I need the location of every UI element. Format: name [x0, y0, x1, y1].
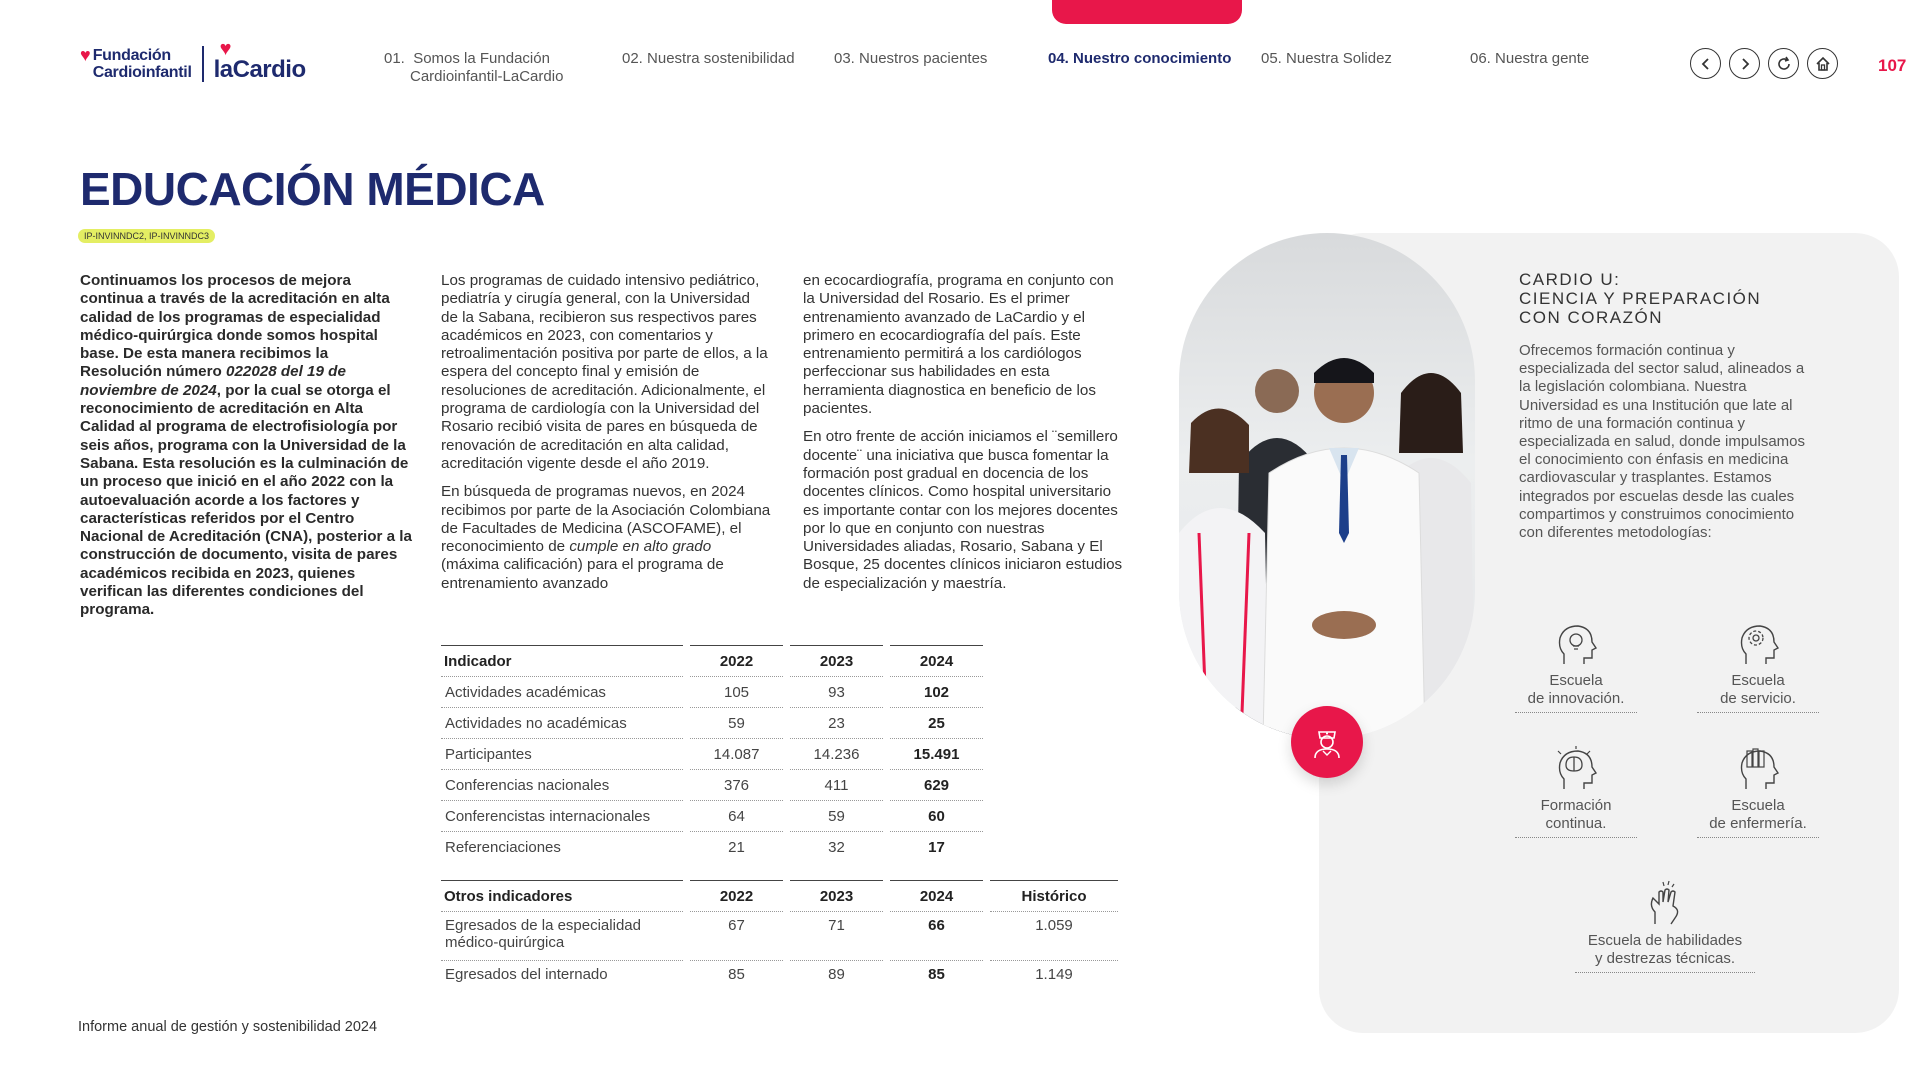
table-header: 2024 [890, 880, 983, 912]
nav-num: 06. [1470, 50, 1491, 67]
dotted-divider [1575, 972, 1755, 973]
table-row [441, 739, 983, 770]
home-button[interactable] [1807, 48, 1838, 79]
school-name-line: de innovación. [1527, 690, 1625, 707]
books-head-icon [1734, 745, 1782, 793]
nav-label: Nuestro conocimiento [1073, 50, 1232, 67]
table-cell: Conferencias nacionales [441, 770, 683, 801]
school-name-line: Formación [1540, 797, 1612, 814]
table-cell: 14.087 [690, 739, 783, 770]
paragraph: Los programas de cuidado intensivo pediátrico, pediatría y cirugía general, con la Universidad de la Sabana, recibieron sus respectivos pares académicos en 2023, con comentarios y retroalimentación positiva por parte de ellos, a la espera del concepto final y emisión de resoluciones de acreditación. Adicionalmente, el programa de cardiología con la Universidad del Rosario recibió visita de pares en búsqueda de renovación de acreditación en alta calidad, acreditación vigente desde el año 2019. [441, 272, 768, 472]
nav-num: 04. [1048, 50, 1069, 67]
text-column-1 [80, 272, 412, 630]
nav-label: Nuestros pacientes [859, 50, 988, 67]
nav-item-05[interactable] [1261, 50, 1392, 68]
table-row [441, 801, 983, 832]
staff-photo [1179, 233, 1475, 739]
chevron-right-icon [1738, 57, 1752, 71]
footer-text: Informe anual de gestión y sostenibilidad 2024 [78, 1019, 378, 1035]
panel-title-line: CON CORAZÓN [1519, 308, 1663, 327]
heart-icon: ♥ [219, 38, 231, 60]
table-cell: 25 [890, 708, 983, 739]
logo-lacardio [213, 38, 306, 84]
text-column-2 [441, 272, 771, 603]
table-cell: 67 [690, 912, 783, 961]
resolution-number: 022028 del 19 de noviembre de 2024 [80, 363, 346, 399]
paragraph [441, 483, 771, 593]
table-cell: 89 [828, 966, 845, 983]
paragraph: en ecocardiografía, programa en conjunto con la Universidad del Rosario. Es el primer entrenamiento avanzado de LaCardio y el primero en ecocardiografía del país. Este entrenamiento permitirá a los cardiólogos perfeccionar sus habilidades en esta herramienta diagnostica en beneficio de los pacientes. [803, 272, 1114, 418]
table-row [441, 961, 1118, 992]
table-header: 2022 [690, 880, 783, 912]
school-enfermeria [1697, 745, 1819, 838]
table-cell: 71 [790, 912, 883, 961]
table-header: Indicador [441, 645, 683, 677]
table-cell: Participantes [441, 739, 683, 770]
table-row [441, 832, 983, 863]
table-cell: 32 [828, 839, 845, 856]
panel-description: Ofrecemos formación continua y especializada del sector salud, alineados a la legislación colombiana. Nuestra Universidad es una Institución que late al ritmo de una formación continua y especializada en salud, donde impulsamos el conocimiento con énfasis en medicina cardiovascular y trasplantes. Estamos integrados por escuelas desde las cuales compartimos y construimos conocimiento con diferentes metodologías: [1519, 342, 1806, 542]
school-innovacion [1515, 620, 1637, 713]
nav-label: Nuestra Solidez [1286, 50, 1392, 67]
logo-fci-line1: Fundación [92, 47, 171, 64]
table-cell: Egresados del internado [445, 966, 608, 983]
school-habilidades [1575, 880, 1755, 973]
refresh-icon [1775, 55, 1793, 73]
active-section-tab [1052, 0, 1242, 24]
table-cell: 1.149 [1035, 966, 1073, 983]
dotted-divider [1697, 712, 1819, 713]
table-cell: Actividades no académicas [441, 708, 683, 739]
table-cell: 629 [890, 770, 983, 801]
school-name-line: continua. [1545, 815, 1607, 832]
table-cell: 93 [790, 677, 883, 708]
other-indicators-table [434, 880, 1125, 992]
table-cell: 17 [928, 839, 945, 856]
table-cell: 102 [890, 677, 983, 708]
table-header-row [441, 645, 983, 677]
logo-lacardio-text: laCardio [213, 56, 306, 83]
table-cell: 59 [790, 801, 883, 832]
table-cell: Actividades académicas [441, 677, 683, 708]
table-row [441, 770, 983, 801]
school-name-line: de enfermería. [1709, 815, 1807, 832]
refresh-button[interactable] [1768, 48, 1799, 79]
nav-label: Nuestra gente [1495, 50, 1590, 67]
indicator-tag: IP-INVINNDC2, IP-INVINNDC3 [78, 229, 215, 243]
table-cell: Egresados de la especialidad médico-quirúrgica [441, 912, 683, 961]
table-cell: Conferencistas internacionales [441, 801, 683, 832]
indicators-table [434, 645, 990, 863]
table-cell: 15.491 [890, 739, 983, 770]
table-cell: 411 [790, 770, 883, 801]
gear-head-icon [1734, 620, 1782, 668]
table-cell: 14.236 [790, 739, 883, 770]
nav-item-01[interactable] [384, 50, 563, 86]
nav-num: 01. [384, 50, 405, 67]
nav-label: Nuestra sostenibilidad [647, 50, 795, 67]
panel-title-line: CIENCIA Y PREPARACIÓN [1519, 289, 1762, 308]
table-cell: 21 [728, 839, 745, 856]
table-header: 2024 [890, 645, 983, 677]
brain-head-icon [1552, 745, 1600, 793]
panel-title-line: CARDIO U: [1519, 270, 1621, 289]
text-column-3 [803, 272, 1129, 603]
dotted-divider [1515, 712, 1637, 713]
table-cell: 376 [690, 770, 783, 801]
dotted-divider [1515, 837, 1637, 838]
logo[interactable] [80, 38, 306, 84]
table-cell: Referenciaciones [445, 839, 561, 856]
table-row [441, 912, 1118, 961]
school-name-line: Escuela [1731, 672, 1785, 689]
nav-item-04[interactable] [1048, 50, 1231, 68]
text-span: En búsqueda de programas nuevos, en 2024 recibimos por parte de la Asociación Colombiana de Facultades de Medicina (ASCOFAME), el reconocimiento de [441, 483, 771, 556]
text-span: , por la cual se otorga el reconocimiento de acreditación en Alta Calidad al programa de electrofisiología por seis años, programa con la Universidad de la Sabana. Esta resolución es la culminación de un proceso que inició en el año 2022 con la autoevaluación acorde a los factores y características referidos por el Centro Nacional de Acreditación (CNA), posterior a la construcción de documento, visita de pares académicos recibida en 2023, quienes verifican las diferentes condiciones del programa. [80, 381, 412, 619]
previous-button[interactable] [1690, 48, 1721, 79]
table-row [441, 708, 983, 739]
school-name-line: y destrezas técnicas. [1594, 950, 1736, 967]
table-header-row [441, 880, 1118, 912]
nav-label: Somos la Fundación [413, 50, 550, 67]
doctors-group-illustration [1179, 233, 1475, 739]
school-name-line: Escuela de habilidades [1587, 932, 1743, 949]
logo-fci-line2: Cardioinfantil [92, 64, 192, 81]
table-cell: 60 [890, 801, 983, 832]
table-row [441, 677, 983, 708]
nav-num: 03. [834, 50, 855, 67]
page-number: 107 [1878, 56, 1907, 75]
nav-num: 02. [622, 50, 643, 67]
logo-fundacion [80, 47, 192, 81]
text-span: Continuamos los procesos de mejora continua a través de la acreditación en alta calidad de los programas de especialidad médico-quirúrgica donde somos hospital base. De esta manera recibimos la Resolución número [80, 272, 390, 381]
paragraph [80, 272, 412, 620]
paragraph: En otro frente de acción iniciamos el ¨semillero docente¨ una iniciativa que busca fomentar la formación post gradual en docencia de los docentes clínicos. Como hospital universitario es importante contar con los mejores docentes por lo que en conjunto con nuestras Universidades aliadas, Rosario, Sabana y El Bosque, 25 docentes clínicos iniciaron estudios de especialización y maestría. [803, 428, 1123, 592]
next-button[interactable] [1729, 48, 1760, 79]
heart-icon: ♥ [80, 45, 91, 65]
nurse-icon [1307, 722, 1347, 762]
school-name-line: Escuela [1731, 797, 1785, 814]
table-header: 2023 [790, 645, 883, 677]
table-header: Otros indicadores [441, 880, 683, 912]
logo-divider [202, 46, 204, 82]
table-cell: 66 [890, 912, 983, 961]
school-name-line: Escuela [1549, 672, 1603, 689]
nav-item-06[interactable] [1470, 50, 1589, 68]
nav-item-03[interactable] [834, 50, 987, 68]
dotted-divider [1697, 837, 1819, 838]
table-cell: 105 [690, 677, 783, 708]
hand-sparkle-icon [1641, 880, 1689, 928]
table-cell: 64 [690, 801, 783, 832]
nav-num: 05. [1261, 50, 1282, 67]
chevron-left-icon [1699, 57, 1713, 71]
nav-item-02[interactable] [622, 50, 795, 68]
panel-title [1519, 270, 1761, 327]
school-servicio [1697, 620, 1819, 713]
lightbulb-head-icon [1552, 620, 1600, 668]
table-header: 2022 [690, 645, 783, 677]
text-span: (máxima calificación) para el programa de entrenamiento avanzado [441, 556, 724, 592]
table-cell: 85 [928, 966, 945, 983]
page-controls [1690, 48, 1838, 79]
nav-label-line2: Cardioinfantil-LaCardio [410, 68, 564, 85]
table-header: Histórico [990, 880, 1118, 912]
table-cell: 23 [790, 708, 883, 739]
table-cell: 1.059 [990, 912, 1118, 961]
table-cell: 85 [728, 966, 745, 983]
home-icon [1814, 55, 1832, 73]
school-formacion-continua [1515, 745, 1637, 838]
school-name-line: de servicio. [1720, 690, 1796, 707]
table-header: 2023 [790, 880, 883, 912]
italic-text: cumple en alto grado [569, 538, 712, 556]
nurse-badge [1291, 706, 1363, 778]
page-title: EDUCACIÓN MÉDICA [80, 163, 545, 215]
table-cell: 59 [690, 708, 783, 739]
